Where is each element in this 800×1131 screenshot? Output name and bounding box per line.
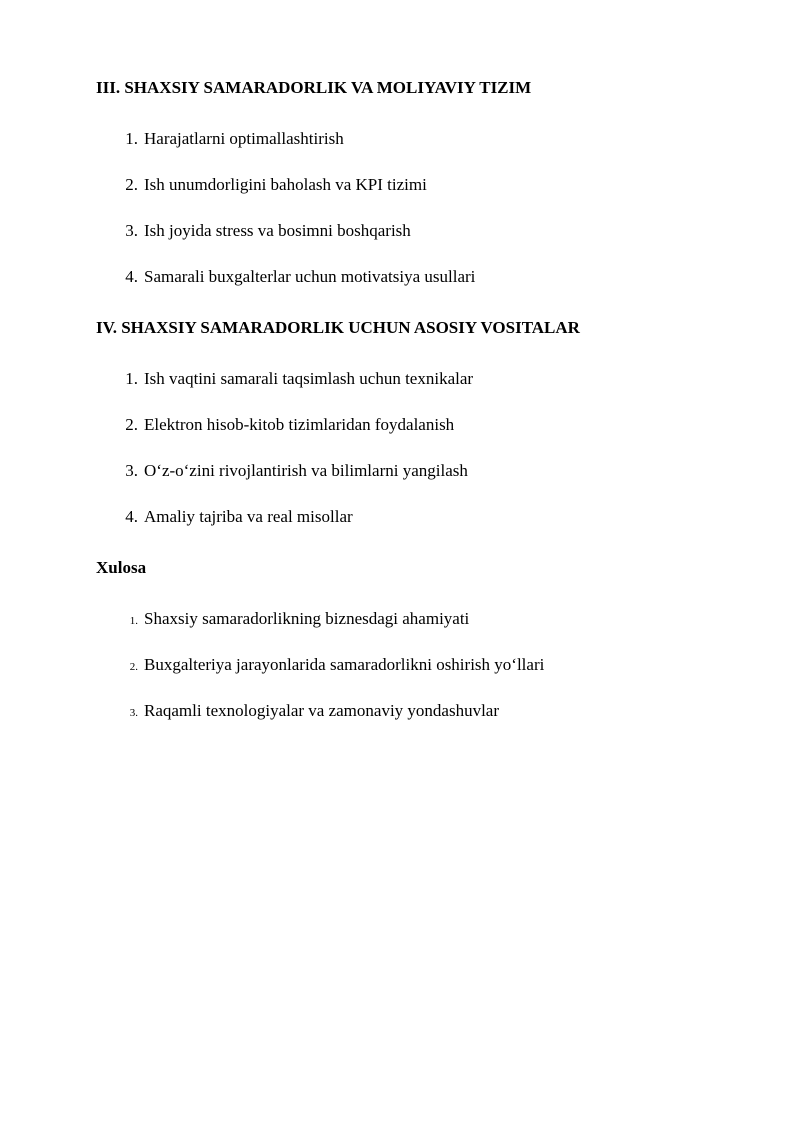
section-4-heading: IV. SHAXSIY SAMARADORLIK UCHUN ASOSIY VOSITALAR [96,318,580,337]
list-item-text: Ish vaqtini samarali taqsimlash uchun texnikalar [144,369,474,388]
list-item-number: 4. [125,267,138,286]
section-3-heading: III. SHAXSIY SAMARADORLIK VA MOLIYAVIY TIZIM [96,78,532,97]
list-item-number: 1. [125,369,138,388]
list-item-number: 2. [125,175,138,194]
list-item-text: Buxgalteriya jarayonlarida samaradorlikni oshirish yo‘llari [144,655,545,674]
list-item-text: Ish joyida stress va bosimni boshqarish [144,221,411,240]
list-item-number: 1. [125,129,138,148]
list-item-number: 3. [129,707,138,719]
conclusion-heading: Xulosa [96,558,147,577]
list-item-text: Raqamli texnologiyalar va zamonaviy yondashuvlar [144,701,500,720]
list-item-number: 2. [129,661,138,673]
list-item-text: Elektron hisob-kitob tizimlaridan foydalanish [144,415,455,434]
list-item-number: 1. [129,615,138,627]
list-item-text: Amaliy tajriba va real misollar [144,507,353,526]
list-item-number: 2. [125,415,138,434]
list-item-text: Harajatlarni optimallashtirish [144,129,344,148]
list-item-text: Ish unumdorligini baholash va KPI tizimi [144,175,427,194]
list-item-text: Samarali buxgalterlar uchun motivatsiya usullari [144,267,476,286]
list-item-number: 4. [125,507,138,526]
list-item-text: O‘z-o‘zini rivojlantirish va bilimlarni yangilash [144,461,468,480]
list-item-number: 3. [125,461,138,480]
list-item-text: Shaxsiy samaradorlikning biznesdagi ahamiyati [144,609,470,628]
list-item-number: 3. [125,221,138,240]
